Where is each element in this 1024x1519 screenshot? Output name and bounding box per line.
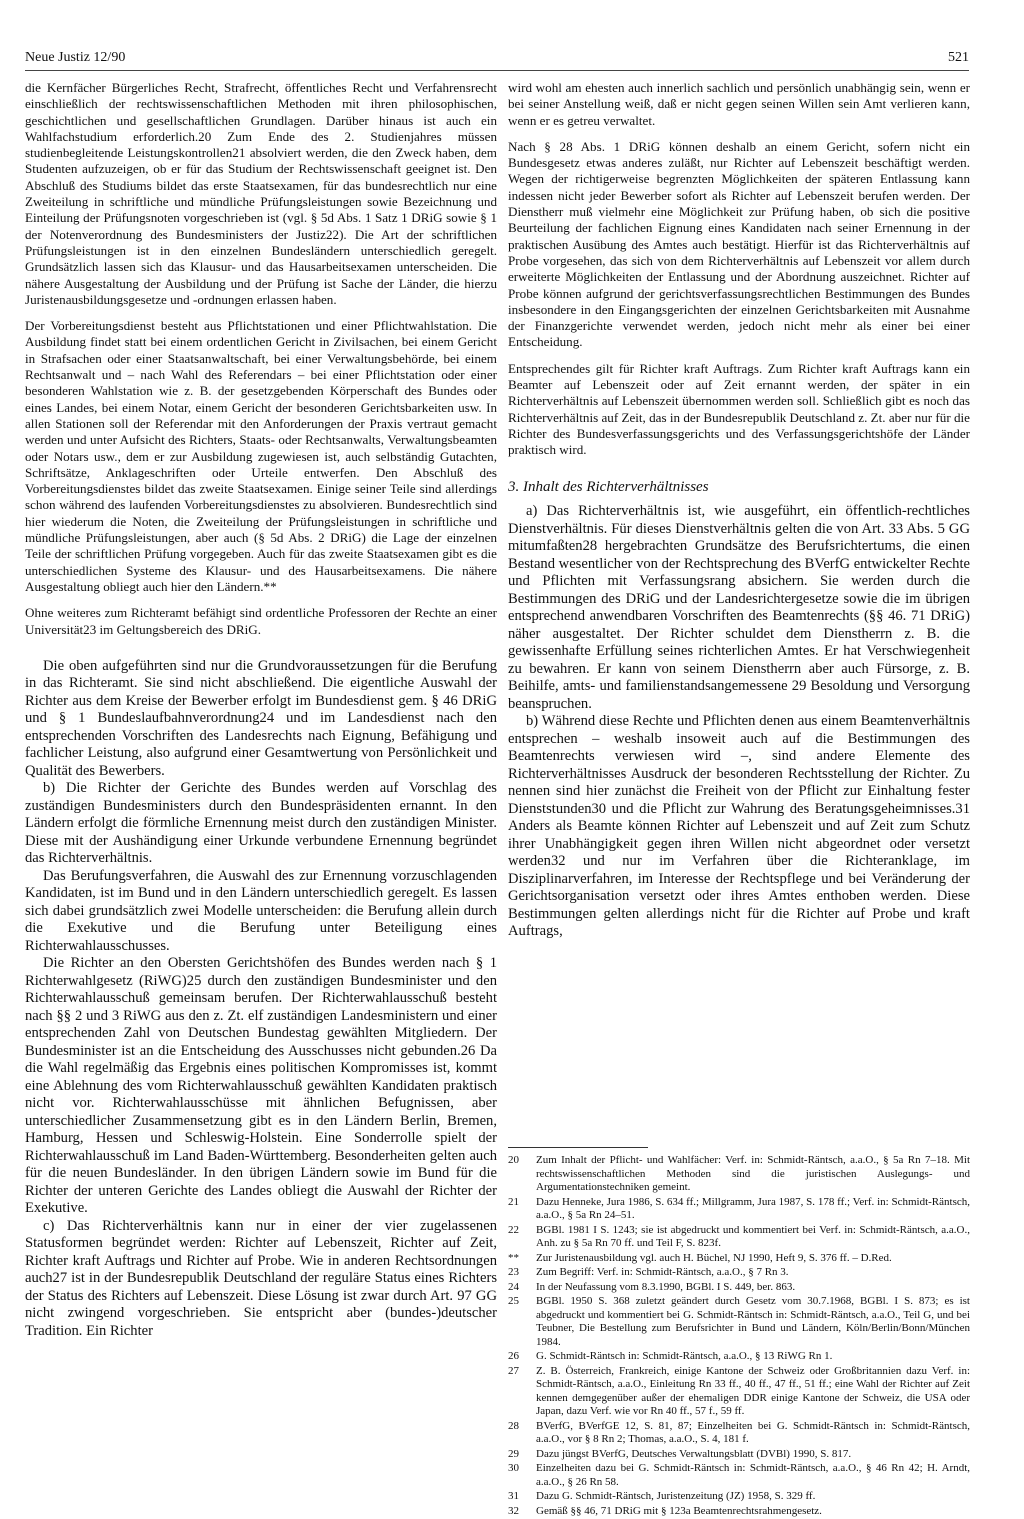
- footnote-number: 21: [508, 1195, 519, 1208]
- paragraph: Entsprechendes gilt für Richter kraft Auftrags. Zum Richter kraft Auftrags kann ein Beamter auf Lebenszeit oder auf Zeit ernannt werden, der später in ein Richterverhältnis auf Lebenszeit übernommen werden soll. Schließlich gibt es noch das Richterverhältnis auf Zeit, das in der Bundesrepublik Deutschland z. Zt. aber nur für die Richter des Bundesverfassungsgerichts und des Verfassungsgerichtshöfe der Länder praktisch wird.: [508, 360, 970, 458]
- footnote-text: Dazu jüngst BVerfG, Deutsches Verwaltungsblatt (DVBl) 1990, S. 817.: [536, 1447, 852, 1460]
- page-header: [25, 50, 969, 71]
- footnote-text: G. Schmidt-Räntsch in: Schmidt-Räntsch, a.a.O., § 13 RiWG Rn 1.: [536, 1350, 833, 1362]
- paragraph: die Kernfächer Bürgerliches Recht, Strafrecht, öffentliches Recht und Verfahrensrecht einschließlich der rechtswissenschaftlichen Methoden mit ihren philosophischen, geschichtlichen und gesellschaftlichen Grundlagen. Darüber hinaus ist auch ein Wahlfachstudium erforderlich.20 Zum Ende des 2. Studienjahres müssen studienbegleitende Leistungskontrollen21 absolviert werden, die den Zweck haben, dem Studenten aufzuzeigen, ob er für das Studium der Rechtswissenschaft geeignet ist. Den Abschluß des Studiums bildet das erste Staatsexamen, für das bundesrechtlich nur eine Zweiteilung in schriftliche und mündliche Prüfungsleistungen sowie Bezeichnung und Einteilung der Prüfungsnoten vorgeschrieben ist (vgl. § 5d Abs. 1 Satz 1 DRiG sowie § 1 der Notenverordnung des Bundesministers der Justiz22). Die Art der schriftlichen Prüfungsleistungen ist in den einzelnen Bundesländern unterschiedlich geregelt. Grundsätzlich lassen sich das Klausur- und das Hausarbeitsexamen unterscheiden. Die nähere Ausgestaltung der Ausbildung und der Prüfung ist Sache der Länder, die hierzu Juristenausbildungsgesetze und -ordnungen erlassen haben.: [25, 80, 497, 307]
- right-column: [508, 80, 970, 941]
- page-number: 521: [948, 50, 969, 65]
- footnote-text: BVerfG, BVerfGE 12, S. 81, 87; Einzelheiten bei G. Schmidt-Räntsch in: Schmidt-Räntsch, a.a.O., vor § 8 Rn 2; Thomas, a.a.O., S. 4, 181 f.: [536, 1419, 970, 1445]
- footnote: [508, 1252, 970, 1266]
- paragraph: Die oben aufgeführten sind nur die Grundvoraussetzungen für die Berufung in das Richteramt. Sie sind nicht abschließend. Die eigentliche Auswahl der Richter aus dem Kreise der Bewerber erfolgt im Bundesdienst gem. § 46 DRiG und § 1 Bundeslaufbahnverordnung24 und im Landesdienst nach den entsprechenden Vorschriften des Landesrechts nach Eignung, Befähigung und fachlicher Leistung, also aufgrund einer Gesamtwertung von Persönlichkeit und Qualität des Bewerbers.: [25, 657, 497, 779]
- footnote-number: 31: [508, 1490, 519, 1502]
- paragraph: wird wohl am ehesten auch innerlich sachlich und persönlich unabhängig sein, wenn er bei seiner Anstellung weiß, daß er nicht gegen seinen Willen sein Amt verlieren kann, wenn er es getreu verwaltet.: [508, 80, 970, 128]
- footnote-number: 23: [508, 1266, 519, 1278]
- footnote-text: BGBl. 1950 S. 368 zuletzt geändert durch Gesetz vom 30.7.1968, BGBl. I S. 873; es ist abgedruckt und kommentiert bei G. Schmidt-Räntsch in: Schmidt-Räntsch, a.a.O., Teil G, und bei Teubner, Die Bestellung zum Berufsrichter in Bund und Ländern, Köln/Berlin/Bonn/München 1984.: [536, 1295, 970, 1348]
- footnote: [508, 1505, 970, 1519]
- footnote-number: 25: [508, 1295, 519, 1307]
- footnote-divider: [508, 1147, 648, 1148]
- paragraph: b) Während diese Rechte und Pflichten denen aus einem Beamtenverhältnis entsprechen – weshalb insoweit auch auf die Bestimmungen des Beamtenrechts verwiesen wird –, sind andere Elemente des Richterverhältnisses Ausdruck der besonderen Rechtsstellung der Richter. Zu nennen sind hier zunächst die Freiheit von der Pflicht zur Einhaltung fester Dienststunden30 und die Pflicht zur Wahrung des Beratungsgeheimnisses.31 Anders als Beamte können Richter auf Lebenszeit und auf Zeit zum Schutz ihrer Unabhängigkeit gegen ihren Willen nicht abgeordnet oder versetzt werden32 und nur im Verfahren über die Richteranklage, im Disziplinarverfahren, im Interesse der Rechtspflege und bei Veränderung der Gerichtsorganisation versetzt oder ihres Amtes enthoben werden. Diese Bestimmungen gelten allerdings nicht für die Richter auf Probe und kraft Auftrags,: [508, 713, 970, 940]
- footnote-number: 22: [508, 1223, 519, 1236]
- footnote-number: 26: [508, 1350, 519, 1362]
- footnote-number: 24: [508, 1280, 519, 1293]
- footnote: [508, 1448, 970, 1462]
- footnote: [508, 1266, 970, 1280]
- footnote-text: Einzelheiten dazu bei G. Schmidt-Räntsch in: Schmidt-Räntsch, a.a.O., § 46 Rn 42; H. Arndt, a.a.O., § 26 Rn 58.: [536, 1462, 970, 1488]
- footnote-number: 27: [508, 1364, 519, 1377]
- footnote-text: Dazu G. Schmidt-Räntsch, Juristenzeitung (JZ) 1958, S. 329 ff.: [536, 1490, 816, 1502]
- footnote-text: Zum Begriff: Verf. in: Schmidt-Räntsch, a.a.O., § 7 Rn 3.: [536, 1266, 789, 1278]
- paragraph: Das Berufungsverfahren, die Auswahl des zur Ernennung vorzuschlagenden Kandidaten, ist im Bund und in den Ländern unterschiedlich geregelt. Es lassen sich dabei grundsätzlich zwei Modelle unterscheiden: die Berufung allein durch die Exekutive und die Berufung unter Beteiligung eines Richterwahlausschusses.: [25, 867, 497, 954]
- footnote-text: Dazu Henneke, Jura 1986, S. 634 ff.; Millgramm, Jura 1987, S. 178 ff.; Verf. in: Schmidt-Räntsch, a.a.O., § 5a Rn 24–51.: [536, 1195, 970, 1221]
- footnote-text: Z. B. Österreich, Frankreich, einige Kantone der Schweiz oder Großbritannien dazu Verf. in: Schmidt-Räntsch, a.a.O., Einleitung Rn 33 ff., 40 ff., 47 ff., 51 ff.; eine Wahl der Richter auf Zeit kennen demgegenüber außer der ehemaligen DDR einige Kantone der Schweiz, die USA oder Japan, dazu Verf. wie vor Rn 40 ff., 57 f., 59 ff.: [536, 1364, 970, 1417]
- paragraph: a) Das Richterverhältnis ist, wie ausgeführt, ein öffentlich-rechtliches Dienstverhältnis. Für dieses Dienstverhältnis gelten die von Art. 33 Abs. 5 GG mitumfaßten28 hergebrachten Grundsätze des Berufsrichtertums, die einen Bestand wesentlicher von der Rechtsprechung des BVerfG entwickelter Rechte und Pflichten mit Verfassungsrang absichern. Sie werden durch die Bestimmungen des DRiG und der Landesrichtergesetze sowie die im übrigen entsprechend anwendbaren Vorschriften des Beamtenrechts (§§ 46. 71 DRiG) näher ausgestaltet. Der Richter schuldet dem Dienstherrn z. B. die gewissenhafte Erfüllung seines richterlichen Amtes. Er hat Verschwiegenheit zu bewahren. Er kann von seinem Dienstherrn aber auch Fürsorge, z. B. Beihilfe, amts- und familienstandsangemessene 29 Besoldung und Versorgung beanspruchen.: [508, 503, 970, 712]
- footnote: [508, 1350, 970, 1364]
- footnote: [508, 1462, 970, 1489]
- footnote-text: Zum Inhalt der Pflicht- und Wahlfächer: Verf. in: Schmidt-Räntsch, a.a.O., § 5a Rn 7–18. Mit rechtswissenschaftlichen Methoden sind die juristischen Auslegungs- und Argumentationstechniken gemeint.: [536, 1154, 970, 1193]
- paragraph: Der Vorbereitungsdienst besteht aus Pflichtstationen und einer Pflichtwahlstation. Die Ausbildung findet statt bei einem ordentlichen Gericht in Zivilsachen, bei einem Gericht in Strafsachen oder einer Staatsanwaltschaft, bei einer Verwaltungsbehörde, bei einem Rechtsanwalt und – nach Wahl des Referendars – bei einer Pflichtstation oder einer besonderen Wahlstation wie z. B. der gesetzgebenden Körperschaft des Bundes oder eines Landes, bei einem Notar, einem Gericht der besonderen Gerichtsbarkeiten usw. In allen Stationen soll der Referendar mit den Anforderungen der Praxis vertraut gemacht werden und unter Aufsicht des Richters, Staats- oder Rechtsanwalts, Verwaltungsbeamten oder Notars usw., dem er zur Ausbildung zugewiesen ist, auch selbständig Gutachten, Schriftsätze, Anklageschriften oder Urteile entwerfen. Den Abschluß des Vorbereitungsdienstes bildet das zweite Staatsexamen. Einige seiner Teile sind allerdings schon während des laufenden Vorbereitungsdienstes zu absolvieren. Bundesrechtlich sind hier wiederum die Noten, die Zweiteilung der Prüfungsleistungen in schriftliche und mündliche Prüfungsleistungen, aber auch (§ 5d Abs. 2 DRiG) die Lage der einzelnen Teile der schriftlichen Prüfung vorgegeben. Auch für das zweite Staatsexamen gibt es die unterschiedlichen Systeme des Klausur- und des Hausarbeitsexamens. Die nähere Ausgestaltung obliegt auch hier den Ländern.**: [25, 318, 497, 594]
- footnote-text: In der Neufassung vom 8.3.1990, BGBl. I S. 449, ber. 863.: [536, 1280, 796, 1293]
- footnote-text: BGBl. 1981 I S. 1243; sie ist abgedruckt und kommentiert bei Verf. in: Schmidt-Räntsch, a.a.O., Anh. zu § 5a Rn 70 ff. und Teil F, S. 823f.: [536, 1223, 970, 1249]
- footnote: [508, 1490, 970, 1504]
- footnote-text: Gemäß §§ 46, 71 DRiG mit § 123a Beamtenrechtsrahmengesetz.: [536, 1504, 822, 1517]
- footnote-number: 29: [508, 1447, 519, 1460]
- paragraph: Die Richter an den Obersten Gerichtshöfen des Bundes werden nach § 1 Richterwahlgesetz (RiWG)25 durch den zuständigen Bundesminister und den Richterwahlausschuß gemeinsam berufen. Der Richterwahlausschuß besteht nach §§ 2 und 3 RiWG aus den z. Zt. elf zuständigen Landesministern und einer entsprechenden Zahl von Deutschen Bundestag gewählten Mitgliedern. Der Bundesminister ist an die Entscheidung des Ausschusses nicht gebunden.26 Da die Wahl regelmäßig das Ergebnis eines politischen Kompromisses ist, kommt eine Ablehnung des vom Richterwahlausschuß gewählten Kandidaten praktisch nicht vor. Richterwahlausschüsse mit ähnlichen Befugnissen, aber unterschiedlicher Zusammensetzung gibt es in den Ländern Berlin, Bremen, Hamburg, Hessen und Schleswig-Holstein. Eine Sonderrolle spielt der Richterwahlausschuß im Land Baden-Württemberg. Besonderheiten gelten auch für die neuen Bundesländer. In den übrigen Ländern sowie im Bund für die Richter der unteren Gerichte des Landes obliegt die Auswahl der Richter der Exekutive.: [25, 955, 497, 1217]
- footnote: [508, 1281, 970, 1295]
- paragraph: Ohne weiteres zum Richteramt befähigt sind ordentliche Professoren der Rechte an einer Universität23 im Geltungsbereich des DRiG.: [25, 605, 497, 637]
- section-heading: 3. Inhalt des Richterverhältnisses: [508, 478, 709, 495]
- footnote: [508, 1154, 970, 1195]
- footnote: [508, 1365, 970, 1419]
- paragraph: Nach § 28 Abs. 1 DRiG können deshalb an einem Gericht, sofern nicht ein Bundesgesetz etwas anderes zuläßt, nur Richter auf Lebenszeit beschäftigt werden. Wegen der richtigerweise begrenzten Möglichkeiten der späteren Entlassung kann indessen nicht jeder Bewerber sofort als Richter auf Lebenszeit berufen werden. Der Dienstherr muß vielmehr eine Möglichkeit zur Prüfung haben, ob sich die positive Beurteilung der fachlichen Eignung eines Kandidaten nach seiner Ernennung in der praktischen Ausübung des Amtes auch bestätigt. Hierfür ist das Richterverhältnis auf Probe vorgesehen, das sich von dem Richterverhältnis auf Lebenszeit vor allem durch erweiterte Möglichkeiten der Entlassung und der Abordnung auszeichnet. Richter auf Probe können aufgrund der gerichtsverfassungsrechtlichen Bestimmungen des Bundes insbesondere in den Eingangsgerichten der einzelnen Gerichtsbarkeiten mit Ausnahme der Finanzgerichte verwendet werden, jedoch nicht mehr als einer bei einer Entscheidung.: [508, 138, 970, 350]
- footnote-text: Zur Juristenausbildung vgl. auch H. Büchel, NJ 1990, Heft 9, S. 376 ff. – D.Red.: [536, 1251, 892, 1264]
- footnote-list: [508, 1154, 970, 1518]
- footnote: [508, 1420, 970, 1447]
- footnote-number: 32: [508, 1504, 519, 1517]
- footnote-number: 30: [508, 1462, 519, 1474]
- footnote: [508, 1196, 970, 1223]
- paragraph: b) Die Richter der Gerichte des Bundes werden auf Vorschlag des zuständigen Bundesministers durch den Bundespräsidenten ernannt. In den Ländern erfolgt die förmliche Ernennung meist durch den zuständigen Minister. Diese mit der Aushändigung einer Urkunde verbundene Ernennung begründet das Richterverhältnis.: [25, 780, 497, 867]
- footnote-number: 20: [508, 1154, 519, 1166]
- footnote-number: **: [508, 1251, 519, 1264]
- footnote-number: 28: [508, 1419, 519, 1432]
- footnote: [508, 1295, 970, 1349]
- paragraph: c) Das Richterverhältnis kann nur in einer der vier zugelassenen Statusformen begründet werden: Richter auf Lebenszeit, Richter auf Zeit, Richter kraft Auftrags und Richter auf Probe. Wie in anderen Rechtsordnungen auch27 ist in der Bundesrepublik Deutschland der reguläre Status eines Richters der Status des Richters auf Lebenszeit. Diese Lösung ist zwar durch Art. 97 GG nicht zwingend vorgeschrieben. Sie entspricht aber (bundes-)deutscher Tradition. Ein Richter: [25, 1217, 497, 1339]
- footnotes: [508, 1147, 970, 1519]
- journal-title: Neue Justiz 12/90: [25, 50, 126, 65]
- left-column: [25, 80, 497, 1340]
- footnote: [508, 1224, 970, 1251]
